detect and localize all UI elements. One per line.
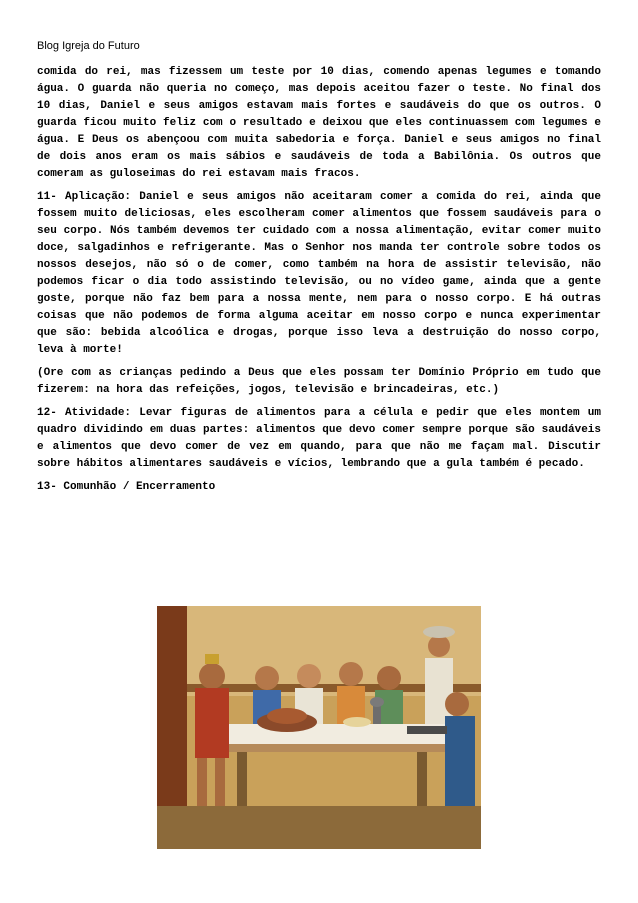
illustration-daniel-banquet <box>157 606 481 849</box>
closing-heading: 13- Comunhão / Encerramento <box>37 481 216 493</box>
document-body <box>37 64 601 502</box>
application-paragraph: 11- Aplicação: Daniel e seus amigos não aceitaram comer a comida do rei, ainda que fossem muito deliciosas, eles escolheram comer alimentos que fossem saudáveis para o seu corpo. Nós também devemos ter cuidado com a nossa alimentação, evitar comer muito doce, salgadinhos e refrigerante. Mas o Senhor nos manda ter controle sobre todos os nossos desejos, não só o de comer, como também na hora de assistir televisão, não podemos ficar o dia todo assistindo televisão, ou no vídeo game, ainda que a gente goste, porque não faz bem para a nossa mente, nem para o nosso corpo. E há outras coisas que não podemos de forma alguma aceitar em nosso corpo e nunca experimentar que são: bebida alcoólica e drogas, porque isso leva a destruição do nosso corpo, leva à morte! <box>37 191 601 356</box>
prayer-paragraph: (Ore com as crianças pedindo a Deus que eles possam ter Domínio Próprio em tudo que fizerem: na hora das refeições, jogos, televisão e brincadeiras, etc.) <box>37 367 601 396</box>
activity-paragraph: 12- Atividade: Levar figuras de alimentos para a célula e pedir que eles montem um quadro dividindo em duas partes: alimentos que devo comer sempre porque são saudáveis e alimentos que devo comer de vez em quando, para que não me façam mal. Discutir sobre hábitos alimentares saudáveis e vícios, lembrando que a gula também é pecado. <box>37 407 601 470</box>
story-paragraph: comida do rei, mas fizessem um teste por 10 dias, comendo apenas legumes e tomando água. O guarda não queria no começo, mas depois aceitou fazer o teste. No final dos 10 dias, Daniel e seus amigos estavam mais fortes e saudáveis do que os outros. O guarda ficou muito feliz com o resultado e deixou que eles continuassem com legumes e água. E Deus os abençoou com muita sabedoria e força. Daniel e seus amigos no final de dois anos eram os mais sábios e saudáveis de toda a Babilônia. Os outros que comeram as guloseimas do rei estavam mais fracos. <box>37 66 601 180</box>
blog-header-title: Blog Igreja do Futuro <box>37 40 140 52</box>
